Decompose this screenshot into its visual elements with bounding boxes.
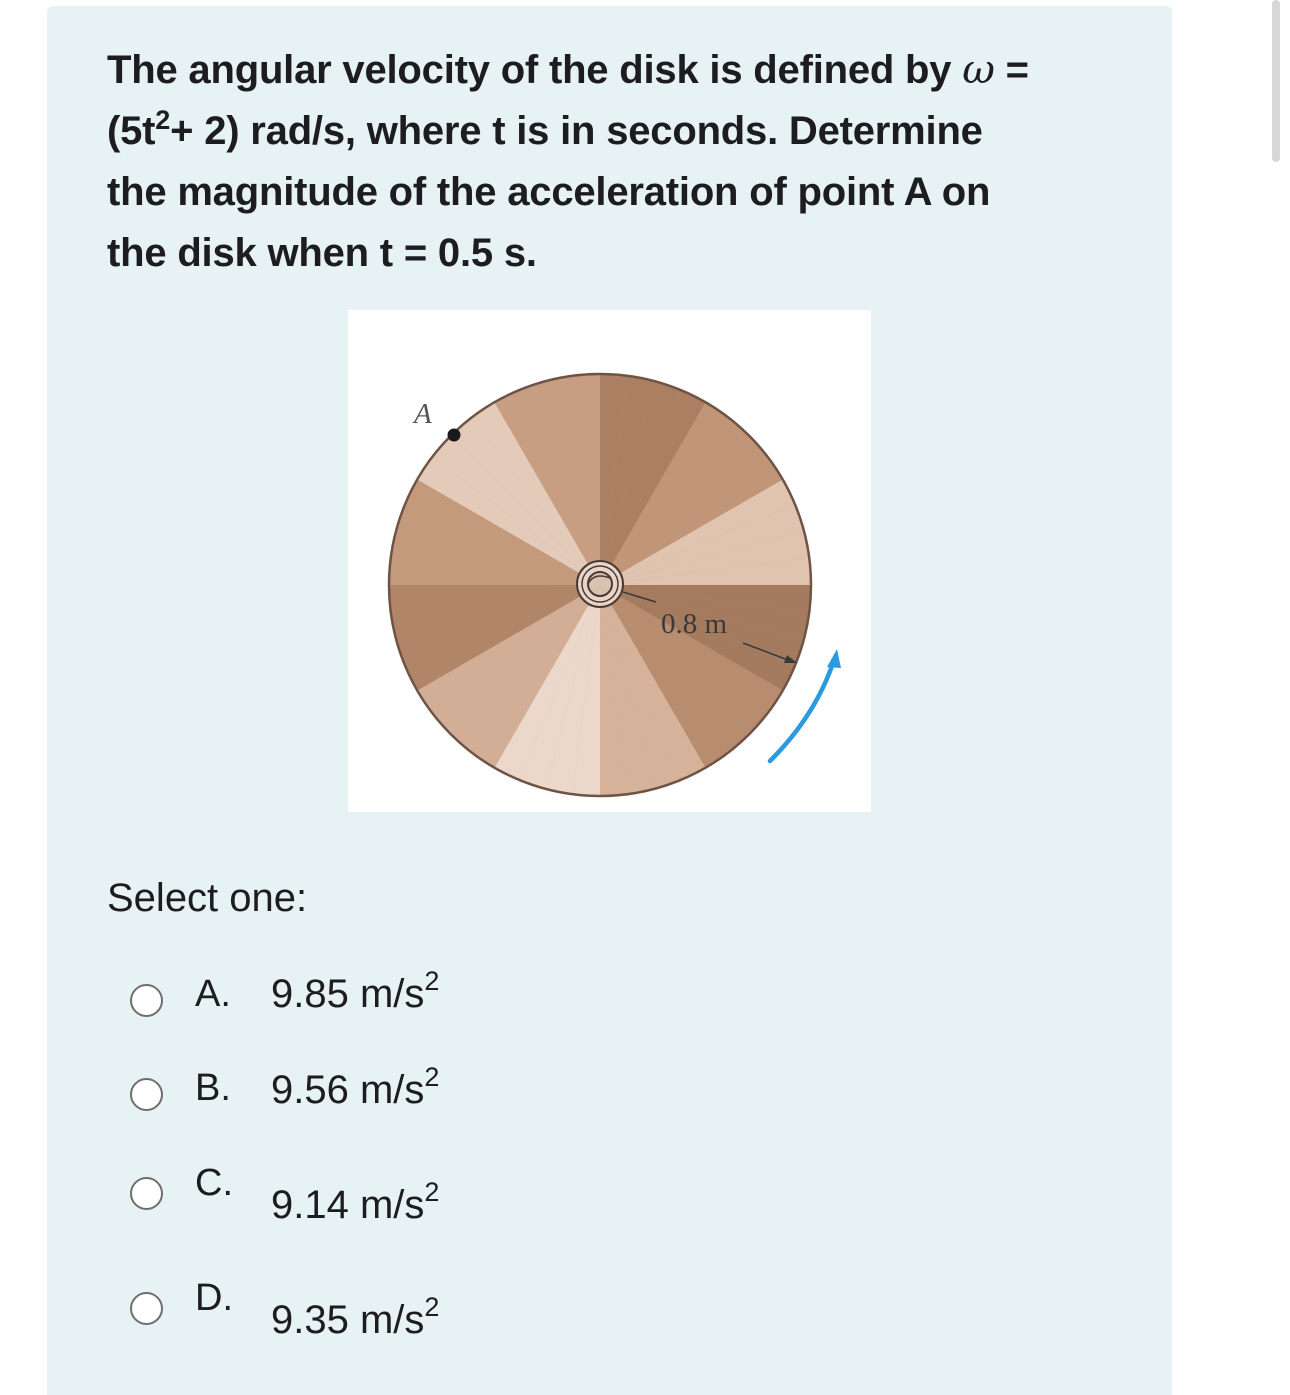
rotation-arrowhead: [827, 649, 841, 668]
disk-figure: [348, 310, 871, 812]
option-b-radio[interactable]: [130, 1078, 163, 1111]
select-one-label: Select one:: [107, 876, 308, 920]
option-d-value: 9.35 $m/s^2$: [271, 1292, 440, 1342]
option-a-radio[interactable]: [130, 984, 163, 1017]
question-text: [107, 40, 1147, 284]
option-c[interactable]: [128, 1160, 548, 1227]
option-a-letter: A.: [195, 973, 231, 1015]
option-d-radio[interactable]: [130, 1292, 163, 1325]
point-a-dot: [448, 429, 461, 442]
radius-label: 0.8 m: [661, 608, 728, 640]
question-line-1: The angular velocity of the disk is defined by ω =: [107, 47, 1029, 93]
option-c-radio[interactable]: [130, 1177, 163, 1210]
option-d-letter: D.: [195, 1277, 233, 1319]
option-b[interactable]: [128, 1059, 548, 1119]
option-b-value: 9.56 $m/s^2$: [271, 1062, 440, 1112]
option-b-letter: B.: [195, 1067, 231, 1109]
hub: [577, 561, 623, 607]
point-a-label: A: [414, 398, 432, 430]
scrollbar[interactable]: [1272, 0, 1280, 162]
option-a[interactable]: [128, 965, 548, 1025]
option-c-value: 9.14 $m/s^2$: [271, 1177, 440, 1227]
option-c-letter: C.: [195, 1162, 233, 1204]
disk-diagram: [348, 310, 871, 812]
question-line-2: $(5t^2+ 2)$ rad/s, where t is in seconds. Determine: [107, 105, 983, 153]
option-a-value: 9.85 $m/s^2$: [271, 966, 440, 1016]
question-line-3: the magnitude of the acceleration of point A on: [107, 170, 991, 214]
question-line-4: the disk when t = 0.5 s.: [107, 231, 537, 275]
omega-symbol: ω: [962, 47, 995, 93]
option-d[interactable]: [128, 1275, 548, 1342]
